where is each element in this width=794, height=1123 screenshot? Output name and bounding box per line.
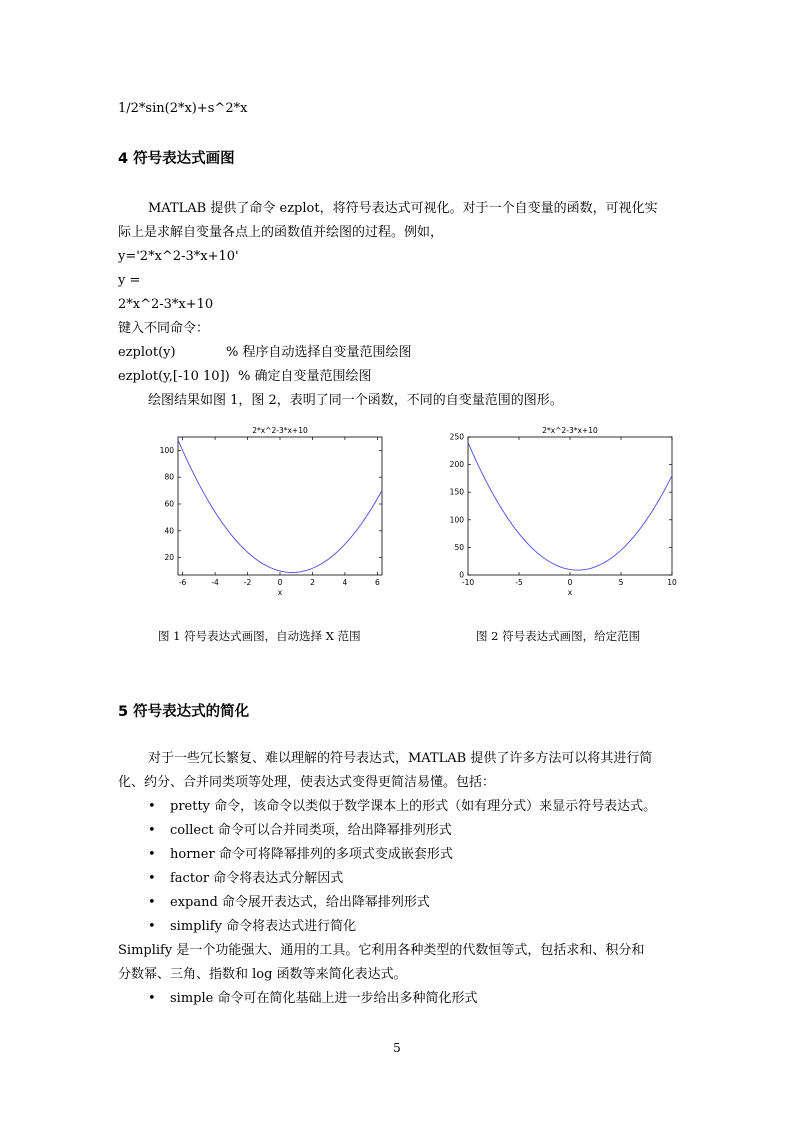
bullet-dot-icon: • bbox=[148, 847, 156, 862]
code-line: 2*x^2-3*x+10 bbox=[118, 297, 214, 312]
bullet-item bbox=[148, 847, 453, 863]
y-tick-label: 200 bbox=[449, 460, 464, 470]
paragraph-line: 绘图结果如图 1，图 2，表明了同一个函数，不同的自变量范围的图形。 bbox=[148, 393, 563, 408]
command-text: ezplot(y,[-10 10]) bbox=[118, 369, 230, 384]
bullet-dot-icon: • bbox=[148, 871, 156, 886]
plot-frame bbox=[178, 437, 382, 575]
y-tick-label: 80 bbox=[164, 472, 174, 482]
bullet-item bbox=[148, 799, 656, 815]
bullet-text: expand 命令展开表达式，给出降幂排列形式 bbox=[170, 895, 430, 910]
figure-1-chart bbox=[140, 420, 400, 600]
bullet-text: simple 命令可在简化基础上进一步给出多种简化形式 bbox=[170, 991, 478, 1006]
bullet-item bbox=[148, 871, 343, 887]
bullet-dot-icon: • bbox=[148, 895, 156, 910]
x-tick-label: 0 bbox=[567, 578, 573, 587]
y-tick-label: 60 bbox=[164, 499, 174, 509]
x-tick-label: -4 bbox=[211, 578, 219, 587]
x-tick-label: -2 bbox=[243, 578, 252, 587]
command-text: ezplot(y) bbox=[118, 345, 176, 360]
bullet-text: pretty 命令，该命令以类似于数学课本上的形式（如有理分式）来显示符号表达式。 bbox=[170, 799, 657, 814]
command-line bbox=[118, 369, 372, 385]
x-tick-label: -6 bbox=[178, 578, 187, 587]
code-line: y = bbox=[118, 273, 141, 288]
chart-title: 2*x^2-3*x+10 bbox=[252, 426, 308, 435]
command-comment: % 程序自动选择自变量范围绘图 bbox=[226, 345, 412, 360]
bullet-item bbox=[148, 919, 356, 935]
bullet-dot-icon: • bbox=[148, 919, 156, 934]
section-5-heading: 5 符号表达式的简化 bbox=[118, 704, 250, 720]
figure-2-caption: 图 2 符号表达式画图，给定范围 bbox=[476, 629, 641, 643]
x-axis-label: x bbox=[567, 588, 573, 597]
bullet-text: collect 命令可以合并同类项，给出降幂排列形式 bbox=[170, 823, 452, 838]
plot-frame bbox=[468, 437, 672, 575]
y-tick-label: 40 bbox=[164, 526, 174, 536]
code-line: 键入不同命令： bbox=[118, 321, 210, 336]
bullet-text: factor 命令将表达式分解因式 bbox=[170, 871, 344, 886]
bullet-item bbox=[148, 991, 477, 1007]
command-line bbox=[118, 345, 412, 361]
paragraph-line: 化、约分、合并同类项等处理，使表达式变得更简洁易懂。包括： bbox=[118, 775, 496, 790]
section-4-heading: 4 符号表达式画图 bbox=[118, 151, 235, 167]
code-line: y='2*x^2-3*x+10' bbox=[118, 249, 239, 264]
paragraph-line: 对于一些冗长繁复、难以理解的符号表达式，MATLAB 提供了许多方法可以将其进行简 bbox=[148, 751, 653, 766]
y-tick-label: 150 bbox=[449, 487, 464, 497]
bullet-dot-icon: • bbox=[148, 991, 156, 1006]
paragraph-line: Simplify 是一个功能强大、通用的工具。它利用各种类型的代数恒等式，包括求和、积分和 bbox=[118, 943, 645, 958]
x-tick-label: 6 bbox=[375, 578, 380, 587]
x-tick-label: 5 bbox=[618, 578, 624, 587]
x-tick-label: 2 bbox=[310, 578, 315, 587]
command-comment: % 确定自变量范围绘图 bbox=[238, 369, 372, 384]
paragraph-line: 际上是求解自变量各点上的函数值并绘图的过程。例如， bbox=[118, 225, 444, 240]
y-tick-label: 250 bbox=[449, 432, 464, 442]
series-line bbox=[468, 443, 672, 571]
x-tick-label: 4 bbox=[342, 578, 348, 587]
y-tick-label: 20 bbox=[164, 553, 174, 563]
page-number: 5 bbox=[393, 1041, 401, 1055]
bullet-text: simplify 命令将表达式进行简化 bbox=[170, 919, 357, 934]
bullet-text: horner 命令可将降幂排列的多项式变成嵌套形式 bbox=[170, 847, 453, 862]
x-tick-label: 0 bbox=[277, 578, 283, 587]
x-axis-label: x bbox=[277, 588, 283, 597]
paragraph-line: 分数幂、三角、指数和 log 函数等来简化表达式。 bbox=[118, 967, 407, 982]
chart-title: 2*x^2-3*x+10 bbox=[542, 426, 598, 435]
x-tick-label: -5 bbox=[515, 578, 523, 587]
y-tick-label: 50 bbox=[454, 542, 464, 552]
x-tick-label: 10 bbox=[667, 578, 677, 587]
bullet-item bbox=[148, 823, 452, 839]
bullet-dot-icon: • bbox=[148, 799, 156, 814]
series-line bbox=[178, 440, 382, 573]
x-tick-label: -10 bbox=[461, 578, 475, 587]
y-tick-label: 0 bbox=[459, 570, 464, 580]
figure-2-chart bbox=[430, 420, 690, 600]
paragraph-line: MATLAB 提供了命令 ezplot，将符号表达式可视化。对于一个自变量的函数，可视化实 bbox=[148, 201, 658, 216]
bullet-item bbox=[148, 895, 430, 911]
y-tick-label: 100 bbox=[449, 515, 464, 525]
y-tick-label: 100 bbox=[159, 445, 174, 455]
expression-line: 1/2*sin(2*x)+s^2*x bbox=[118, 101, 248, 116]
bullet-dot-icon: • bbox=[148, 823, 156, 838]
figure-1-caption: 图 1 符号表达式画图，自动选择 X 范围 bbox=[158, 629, 361, 643]
